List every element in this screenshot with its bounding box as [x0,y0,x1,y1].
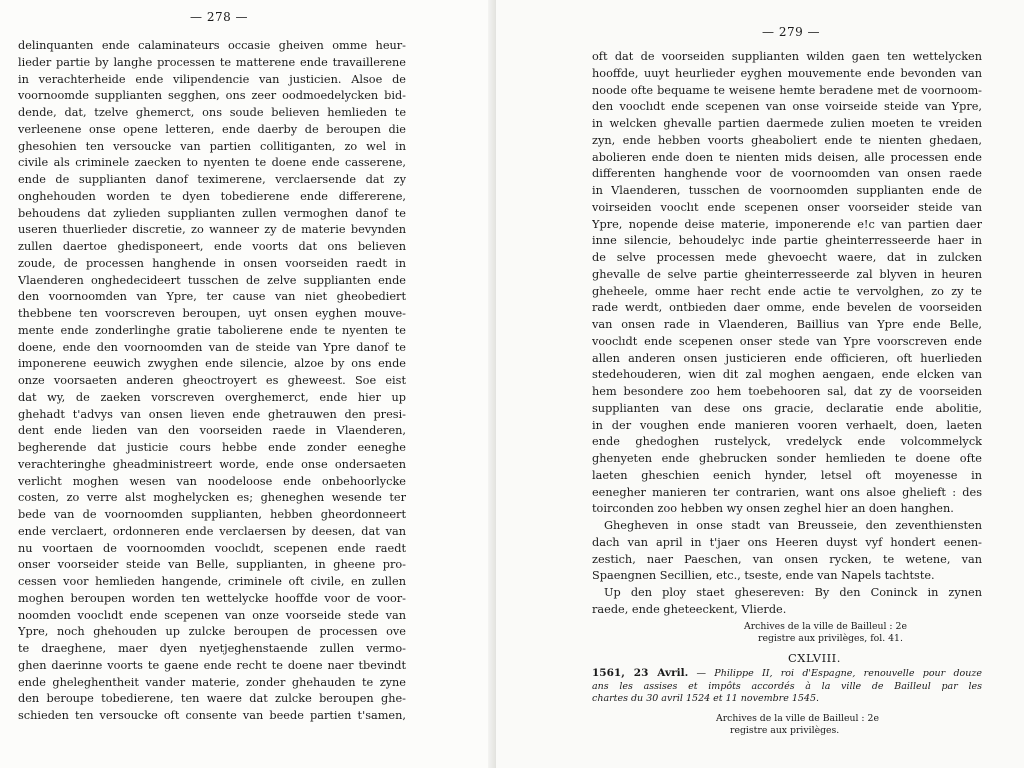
archive-line: registre aux privilèges, fol. 41. [758,633,903,644]
text-line: zyn, ende hebben voorts gheaboliert ende te nienten ghedaen, [592,133,982,147]
summary-line: ans les assises et impôts accordés à la ville de Bailleul par les [592,680,982,692]
text-line: lieder partie by langhe processen te matterene ende travaillerene [18,55,406,69]
text-line: noomden vooclıdt ende scepenen van onze voorseide stede van [18,608,406,622]
text-line: laeten gheschien eenich hynder, letsel oft moyenesse in [592,468,982,482]
text-line: raede, ende gheteeckent, Vlierde. [592,602,787,616]
text-line: begherende dat justicie cours hebbe ende zonder eeneghe [18,441,406,454]
text-line: dent ende lieden van den voorseiden raede in Vlaenderen, [18,424,406,438]
document-number: CXLVIII. [788,651,841,665]
text-line: Ghegheven in onse stadt van Breusseie, den zeventhiensten [604,519,982,532]
summary-line: — Philippe II, roi d'Espagne, renouvelle pour douze [696,668,982,679]
text-line: ghesohien ten versoucke van partien collitiganten, zo wel in [18,139,406,153]
text-line: den beroupe tobedierene, ten waere dat zulcke beroupen ghe- [18,692,406,706]
text-line: noode ofte bequame te weisene hemte beradene met de voornoom- [592,83,982,97]
text-line: te draeghene, maer dyen nyetjeghenstaende zullen vermo- [18,642,406,655]
document-summary [592,667,982,706]
page-number: — 279 — [762,25,821,39]
text-line: moghen beroupen worden ten wettelycke hooffde voor de voor- [18,591,406,605]
text-line: in welcken ghevalle partien daermede zulien moeten te vreiden [592,117,982,130]
archive-reference [716,713,879,737]
body-text [18,38,406,725]
text-line: zullen daertoe ghedisponeert, ende voorts dat ons believen [18,240,406,253]
summary-date: 1561, 23 Avril. [592,667,689,679]
text-line: van onsen rade in Vlaenderen, Baillius van Ypre ende Belle, [592,318,982,331]
archive-reference [744,621,907,645]
text-line: voirseiden vooclıt ende scepenen onser voorseider steide van [592,200,982,214]
text-line: ende de supplianten danof teximerene, verclaersende dat zy [18,173,406,186]
text-line: zestich, naer Paeschen, van onsen rycken, te wetene, van [592,552,982,566]
archive-line: Archives de la ville de Bailleul : 2e [744,621,907,632]
text-line: den vooclıdt ende scepenen van onse voirseide steide van Ypre, [592,100,982,114]
text-line: dende, dat, tzelve ghemerct, ons soude believen hemlieden te [18,106,406,119]
text-line: delinquanten ende calaminateurs occasie gheiven omme heur- [18,39,406,52]
text-line: stedehouderen, wien dit zal moghen aengaen, ende elcken van [592,368,982,382]
right-page [496,0,1024,768]
body-text [592,49,982,619]
text-line: useren thuerlieder discretie, zo wanneer zy de materie bevynden [18,223,406,237]
text-line: eenegher manieren ter contrarien, want ons alsoe ghelieft : des [592,485,982,499]
text-line: doene, ende den voornoomden van de steide van Ypre danof te [18,340,406,354]
text-line: bede van de voornoomden supplianten, hebben gheordonneert [18,508,406,521]
text-line: vooclıdt ende scepenen onser stede van Ypre voorscreven ende [592,334,982,348]
text-line: supplianten van dese ons gracie, declaratie ende abolitie, [592,401,982,415]
text-line: onghehouden worden te dyen tobedierene ende differerene, [18,189,406,203]
text-line: differenten hanghende voor de voornoomden van onsen raede [592,167,982,181]
text-line: voornoomde supplianten segghen, ons zeer oodmoedelycken bid- [18,89,406,103]
text-line: imponerene eeuwich zwyghen ende silencie, alzoe by ons ende [18,357,406,371]
text-line: ende verclaert, ordonneren ende verclaersen by deesen, dat van [18,524,406,538]
text-line: nu voortaen de voornoomden vooclıdt, scepenen ende raedt [18,541,406,555]
archive-line: registre aux privilèges. [730,725,840,736]
text-line: cessen voor hemlieden hangende, criminele oft civile, en zullen [18,575,406,588]
text-line: civile als criminele zaecken to nyenten te doene ende casserene, [18,156,406,170]
text-line: in Vlaenderen, tusschen de voornoomden supplianten ende de [592,184,982,197]
text-line: ende ghedoghen rustelyck, vredelyck ende volcommelyck [592,435,982,449]
text-line: ghenyeten ende ghebrucken sonder hemlieden te doene ofte [592,452,982,465]
text-line: hooffde, uuyt heurlieder eyghen mouvemente ende bevonden van [592,66,982,80]
text-line: Ypre, nopende deise materie, imponerende e!c van partien daer [592,217,982,231]
text-line: hem besondere zoo hem toebehooren sal, dat zy de voorseiden [592,385,982,398]
archive-line: Archives de la ville de Bailleul : 2e [716,713,879,724]
text-line: ende gheleghentheit vander materie, zonder ghehauden te zyne [18,675,406,689]
text-line: ghevalle de selve partie gheinterresseerde zal blyven in heuren [592,267,982,281]
text-line: Up den ploy staet ghesereven: By den Coninck in zynen [604,586,982,599]
text-line: in verachterheide ende vilipendencie van justicien. Alsoe de [18,72,406,86]
text-line: de selve processen mede ghevoecht waere, dat in zulcken [592,251,982,264]
text-line: inne silencie, behoudelyc inde partie gheinterresseerde haer in [592,234,982,248]
text-line: zoude, de processen hanghende in onsen voorseiden raedt in [18,256,406,270]
text-line: verlicht moghen wesen van noodeloose ende onbehoorlycke [18,474,406,488]
text-line: den voornoomden van Ypre, ter cause van niet gheobediert [18,290,406,304]
text-line: onze voorsaeten anderen gheoctroyert es gheweest. Soe eist [18,374,406,387]
text-line: dat wy, de zaeken vorscreven overghemerct, ende hier up [18,390,406,404]
text-line: Ypre, noch ghehouden up zulcke beroupen de processen ove [18,625,406,639]
text-line: onser voorseider steide van Belle, supplianten, in gheene pro- [18,558,406,572]
text-line: ghehadt t'advys van onsen lieven ende ghetrauwen den presi- [18,407,406,421]
text-line: dach van april in t'jaer ons Heeren duyst vyf hondert eenen- [592,535,982,549]
text-line: thebbene ten voorscreven beroupen, uyt onsen eyghen mouve- [18,307,406,320]
text-line: Spaengnen Secillien, etc., tseste, ende van Napels tachtste. [592,569,935,583]
text-line: rade werdt, ontbieden daer omme, ende bevelen de voorseiden [592,301,982,315]
text-line: verachteringhe gheadministreert worde, ende onse ondersaeten [18,457,406,471]
text-line: allen anderen onsen justicieren ende officieren, oft huerlieden [592,351,982,365]
text-line: abolieren ende doen te nienten mids deisen, alle processen ende [592,150,982,164]
text-line: toirconden zoo hebben wy onsen zeghel hier an doen hanghen. [592,502,954,516]
left-page [0,0,496,768]
text-line: costen, zo verre alst moghelycken es; gheneghen wesende ter [18,491,406,505]
text-line: schieden ten versoucke oft consente van beede partien t'samen, [18,709,406,722]
page-number: — 278 — [190,10,249,24]
text-line: behoudens dat zylieden supplianten zullen vermoghen danof te [18,206,406,220]
text-line: oft dat de voorseiden supplianten wilden gaen ten wettelycken [592,50,982,63]
text-line: in der voughen ende manieren vooren verhaelt, doen, laeten [592,418,982,432]
summary-line: chartes du 30 avril 1524 et 11 novembre 1545. [592,693,820,704]
text-line: ghen daerinne voorts te gaene ende recht te doene naer tbevindt [18,658,406,672]
text-line: Vlaenderen onghedecideert tusschen de zelve supplianten ende [18,273,406,287]
text-line: mente ende zonderlinghe gratie tabolierene ende te nyenten te [18,323,406,337]
text-line: gheheele, omme haer recht ende actie te vervolghen, zo zy te [592,284,982,298]
text-line: verleenene onse opene letteren, ende daerby de beroupen die [18,122,406,136]
